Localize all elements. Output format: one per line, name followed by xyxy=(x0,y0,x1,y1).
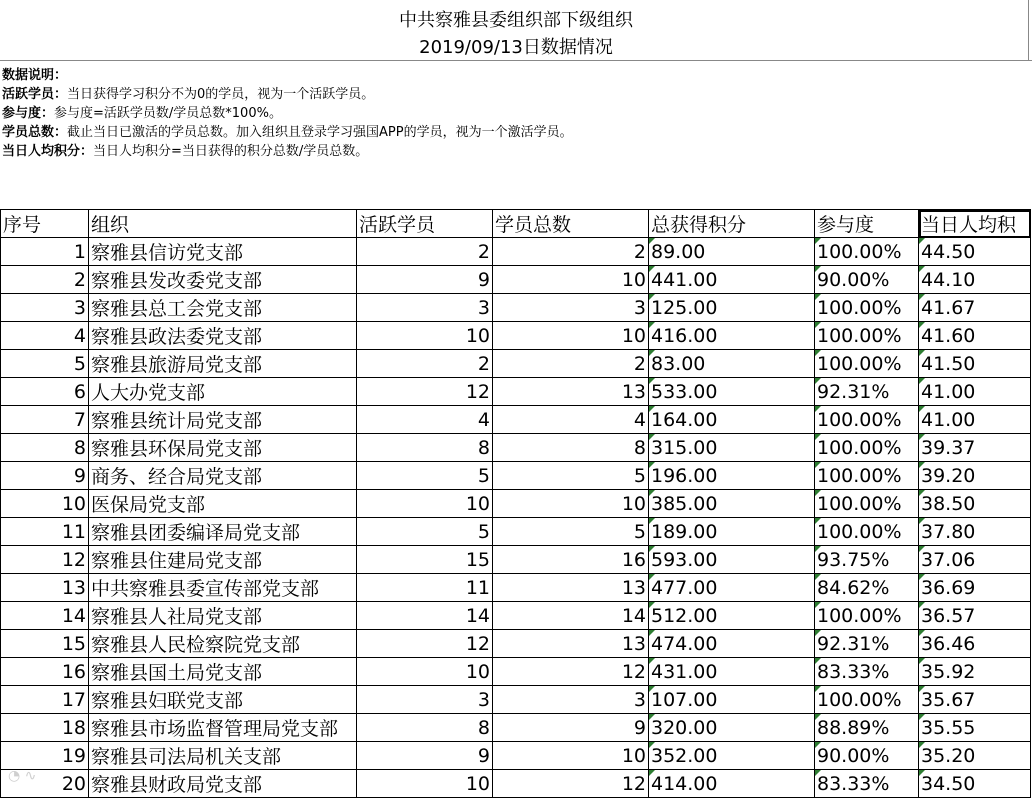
cell-index[interactable]: 15 xyxy=(1,630,89,658)
cell-index[interactable]: 8 xyxy=(1,434,89,462)
cell-active[interactable]: 12 xyxy=(357,630,493,658)
cell-index[interactable]: 7 xyxy=(1,406,89,434)
cell-org[interactable]: 察雅县司法局机关支部 xyxy=(89,742,357,770)
cell-participation[interactable]: 100.00% xyxy=(815,518,919,546)
table-row xyxy=(1,350,1031,378)
cell-participation[interactable]: 90.00% xyxy=(815,742,919,770)
cell-total[interactable]: 10 xyxy=(493,266,649,294)
cell-index[interactable]: 13 xyxy=(1,574,89,602)
cell-average[interactable]: 37.80 xyxy=(919,518,1031,546)
cell-org[interactable]: 察雅县国土局党支部 xyxy=(89,658,357,686)
cell-total[interactable]: 2 xyxy=(493,238,649,266)
cell-average[interactable]: 38.50 xyxy=(919,490,1031,518)
cell-average[interactable]: 41.00 xyxy=(919,406,1031,434)
table-row xyxy=(1,574,1031,602)
cell-total[interactable]: 10 xyxy=(493,742,649,770)
cell-average[interactable]: 37.06 xyxy=(919,546,1031,574)
table-header-row xyxy=(1,210,1031,238)
cell-points[interactable]: 441.00 xyxy=(649,266,815,294)
cell-active[interactable]: 4 xyxy=(357,406,493,434)
cell-index[interactable]: 14 xyxy=(1,602,89,630)
cell-participation[interactable]: 92.31% xyxy=(815,630,919,658)
cell-active[interactable]: 15 xyxy=(357,546,493,574)
cell-average[interactable]: 34.50 xyxy=(919,770,1031,798)
cell-points[interactable]: 414.00 xyxy=(649,770,815,798)
cell-index[interactable]: 12 xyxy=(1,546,89,574)
watermark: ◔ ∿ xyxy=(8,768,37,784)
cell-points[interactable]: 196.00 xyxy=(649,462,815,490)
cell-org[interactable]: 察雅县住建局党支部 xyxy=(89,546,357,574)
cell-org[interactable]: 察雅县人社局党支部 xyxy=(89,602,357,630)
cell-org[interactable]: 察雅县总工会党支部 xyxy=(89,294,357,322)
cell-index[interactable]: 20 xyxy=(1,770,89,798)
header-average[interactable]: 当日人均积 xyxy=(919,210,1031,238)
cell-index[interactable]: 18 xyxy=(1,714,89,742)
note-participation: 参与度：参与度=活跃学员数/学员总数*100%。 xyxy=(2,106,282,121)
cell-active[interactable]: 8 xyxy=(357,714,493,742)
cell-average[interactable]: 36.69 xyxy=(919,574,1031,602)
cell-active[interactable]: 9 xyxy=(357,742,493,770)
cell-participation[interactable]: 100.00% xyxy=(815,686,919,714)
cell-index[interactable]: 10 xyxy=(1,490,89,518)
cell-average[interactable]: 44.10 xyxy=(919,266,1031,294)
cell-org[interactable]: 商务、经合局党支部 xyxy=(89,462,357,490)
cell-total[interactable]: 13 xyxy=(493,378,649,406)
table-row xyxy=(1,294,1031,322)
cell-average[interactable]: 35.20 xyxy=(919,742,1031,770)
cell-active[interactable]: 14 xyxy=(357,602,493,630)
cell-points[interactable]: 593.00 xyxy=(649,546,815,574)
cell-average[interactable]: 39.37 xyxy=(919,434,1031,462)
table-row xyxy=(1,266,1031,294)
notes-section xyxy=(2,66,573,161)
cell-participation[interactable]: 83.33% xyxy=(815,658,919,686)
cell-org[interactable]: 察雅县环保局党支部 xyxy=(89,434,357,462)
cell-org[interactable]: 察雅县统计局党支部 xyxy=(89,406,357,434)
cell-participation[interactable]: 100.00% xyxy=(815,602,919,630)
table-row xyxy=(1,490,1031,518)
cell-participation[interactable]: 92.31% xyxy=(815,378,919,406)
table-row xyxy=(1,770,1031,798)
cell-org[interactable]: 察雅县市场监督管理局党支部 xyxy=(89,714,357,742)
cell-participation[interactable]: 100.00% xyxy=(815,322,919,350)
cell-org[interactable]: 察雅县旅游局党支部 xyxy=(89,350,357,378)
cell-total[interactable]: 10 xyxy=(493,322,649,350)
cell-points[interactable]: 474.00 xyxy=(649,630,815,658)
cell-org[interactable]: 察雅县财政局党支部 xyxy=(89,770,357,798)
table-row xyxy=(1,238,1031,266)
cell-org[interactable]: 察雅县信访党支部 xyxy=(89,238,357,266)
cell-points[interactable]: 83.00 xyxy=(649,350,815,378)
table-row xyxy=(1,518,1031,546)
table-row xyxy=(1,630,1031,658)
cell-total[interactable]: 2 xyxy=(493,350,649,378)
cell-active[interactable]: 2 xyxy=(357,350,493,378)
cell-participation[interactable]: 90.00% xyxy=(815,266,919,294)
data-table xyxy=(0,209,1031,798)
table-row xyxy=(1,714,1031,742)
cell-index[interactable]: 6 xyxy=(1,378,89,406)
cell-average[interactable]: 41.50 xyxy=(919,350,1031,378)
cell-org[interactable]: 中共察雅县委宣传部党支部 xyxy=(89,574,357,602)
cell-average[interactable]: 41.60 xyxy=(919,322,1031,350)
notes-heading: 数据说明： xyxy=(2,68,68,83)
cell-participation[interactable]: 93.75% xyxy=(815,546,919,574)
cell-participation[interactable]: 100.00% xyxy=(815,294,919,322)
cell-active[interactable]: 10 xyxy=(357,490,493,518)
cell-org[interactable]: 察雅县政法委党支部 xyxy=(89,322,357,350)
cell-active[interactable]: 5 xyxy=(357,462,493,490)
cell-active[interactable]: 8 xyxy=(357,434,493,462)
cell-average[interactable]: 41.00 xyxy=(919,378,1031,406)
cell-participation[interactable]: 88.89% xyxy=(815,714,919,742)
cell-participation[interactable]: 84.62% xyxy=(815,574,919,602)
cell-total[interactable]: 10 xyxy=(493,490,649,518)
cell-points[interactable]: 189.00 xyxy=(649,518,815,546)
cell-index[interactable]: 11 xyxy=(1,518,89,546)
cell-active[interactable]: 11 xyxy=(357,574,493,602)
cell-total[interactable]: 12 xyxy=(493,658,649,686)
table-row xyxy=(1,322,1031,350)
cell-average[interactable]: 35.67 xyxy=(919,686,1031,714)
cell-participation[interactable]: 100.00% xyxy=(815,434,919,462)
header-total[interactable]: 学员总数 xyxy=(493,210,649,238)
table-row xyxy=(1,742,1031,770)
cell-total[interactable]: 13 xyxy=(493,630,649,658)
cell-points[interactable]: 477.00 xyxy=(649,574,815,602)
cell-total[interactable]: 4 xyxy=(493,406,649,434)
cell-index[interactable]: 19 xyxy=(1,742,89,770)
cell-active[interactable]: 10 xyxy=(357,770,493,798)
cell-total[interactable]: 5 xyxy=(493,518,649,546)
cell-active[interactable]: 12 xyxy=(357,378,493,406)
cell-participation[interactable]: 100.00% xyxy=(815,238,919,266)
cell-index[interactable]: 17 xyxy=(1,686,89,714)
cell-average[interactable]: 36.46 xyxy=(919,630,1031,658)
cell-average[interactable]: 35.92 xyxy=(919,658,1031,686)
cell-org[interactable]: 察雅县发改委党支部 xyxy=(89,266,357,294)
cell-average[interactable]: 41.67 xyxy=(919,294,1031,322)
cell-points[interactable]: 107.00 xyxy=(649,686,815,714)
cell-points[interactable]: 315.00 xyxy=(649,434,815,462)
cell-total[interactable]: 12 xyxy=(493,770,649,798)
cell-index[interactable]: 9 xyxy=(1,462,89,490)
cell-active[interactable]: 5 xyxy=(357,518,493,546)
cell-index[interactable]: 3 xyxy=(1,294,89,322)
cell-org[interactable]: 人大办党支部 xyxy=(89,378,357,406)
cell-points[interactable]: 431.00 xyxy=(649,658,815,686)
page-title: 中共察雅县委组织部下级组织 xyxy=(399,10,633,31)
note-total: 学员总数：截止当日已激活的学员总数。加入组织且登录学习强国APP的学员，视为一个激活学员。 xyxy=(2,125,573,140)
table-row xyxy=(1,406,1031,434)
cell-total[interactable]: 3 xyxy=(493,686,649,714)
cell-participation[interactable]: 100.00% xyxy=(815,406,919,434)
table-row xyxy=(1,658,1031,686)
cell-org[interactable]: 医保局党支部 xyxy=(89,490,357,518)
cell-index[interactable]: 2 xyxy=(1,266,89,294)
cell-points[interactable]: 352.00 xyxy=(649,742,815,770)
cell-participation[interactable]: 100.00% xyxy=(815,462,919,490)
cell-org[interactable]: 察雅县妇联党支部 xyxy=(89,686,357,714)
cell-points[interactable]: 125.00 xyxy=(649,294,815,322)
cell-participation[interactable]: 100.00% xyxy=(815,490,919,518)
cell-org[interactable]: 察雅县团委编译局党支部 xyxy=(89,518,357,546)
cell-total[interactable]: 8 xyxy=(493,434,649,462)
cell-org[interactable]: 察雅县人民检察院党支部 xyxy=(89,630,357,658)
cell-points[interactable]: 533.00 xyxy=(649,378,815,406)
header-index[interactable]: 序号 xyxy=(1,210,89,238)
cell-participation[interactable]: 100.00% xyxy=(815,350,919,378)
cell-total[interactable]: 9 xyxy=(493,714,649,742)
cell-points[interactable]: 416.00 xyxy=(649,322,815,350)
header-participation[interactable]: 参与度 xyxy=(815,210,919,238)
cell-active[interactable]: 10 xyxy=(357,322,493,350)
cell-active[interactable]: 10 xyxy=(357,658,493,686)
header-active[interactable]: 活跃学员 xyxy=(357,210,493,238)
cell-active[interactable]: 9 xyxy=(357,266,493,294)
table-row xyxy=(1,378,1031,406)
table-row xyxy=(1,602,1031,630)
cell-points[interactable]: 320.00 xyxy=(649,714,815,742)
cell-index[interactable]: 4 xyxy=(1,322,89,350)
cell-points[interactable]: 512.00 xyxy=(649,602,815,630)
note-average: 当日人均积分：当日人均积分=当日获得的积分总数/学员总数。 xyxy=(2,144,369,159)
cell-points[interactable]: 385.00 xyxy=(649,490,815,518)
table-row xyxy=(1,462,1031,490)
cell-average[interactable]: 39.20 xyxy=(919,462,1031,490)
page-subtitle: 2019/09/13日数据情况 xyxy=(419,37,613,58)
cell-total[interactable]: 13 xyxy=(493,574,649,602)
table-row xyxy=(1,434,1031,462)
cell-participation[interactable]: 83.33% xyxy=(815,770,919,798)
cell-total[interactable]: 14 xyxy=(493,602,649,630)
cell-index[interactable]: 1 xyxy=(1,238,89,266)
cell-active[interactable]: 3 xyxy=(357,294,493,322)
cell-total[interactable]: 16 xyxy=(493,546,649,574)
cell-average[interactable]: 44.50 xyxy=(919,238,1031,266)
cell-index[interactable]: 16 xyxy=(1,658,89,686)
cell-average[interactable]: 35.55 xyxy=(919,714,1031,742)
table-row xyxy=(1,686,1031,714)
note-active: 活跃学员：当日获得学习积分不为0的学员，视为一个活跃学员。 xyxy=(2,87,375,102)
cell-total[interactable]: 3 xyxy=(493,294,649,322)
header-org[interactable]: 组织 xyxy=(89,210,357,238)
divider xyxy=(0,60,1032,61)
cell-index[interactable]: 5 xyxy=(1,350,89,378)
table-row xyxy=(1,546,1031,574)
cell-active[interactable]: 2 xyxy=(357,238,493,266)
cell-points[interactable]: 164.00 xyxy=(649,406,815,434)
cell-average[interactable]: 36.57 xyxy=(919,602,1031,630)
header-points[interactable]: 总获得积分 xyxy=(649,210,815,238)
cell-total[interactable]: 5 xyxy=(493,462,649,490)
cell-active[interactable]: 3 xyxy=(357,686,493,714)
cell-points[interactable]: 89.00 xyxy=(649,238,815,266)
